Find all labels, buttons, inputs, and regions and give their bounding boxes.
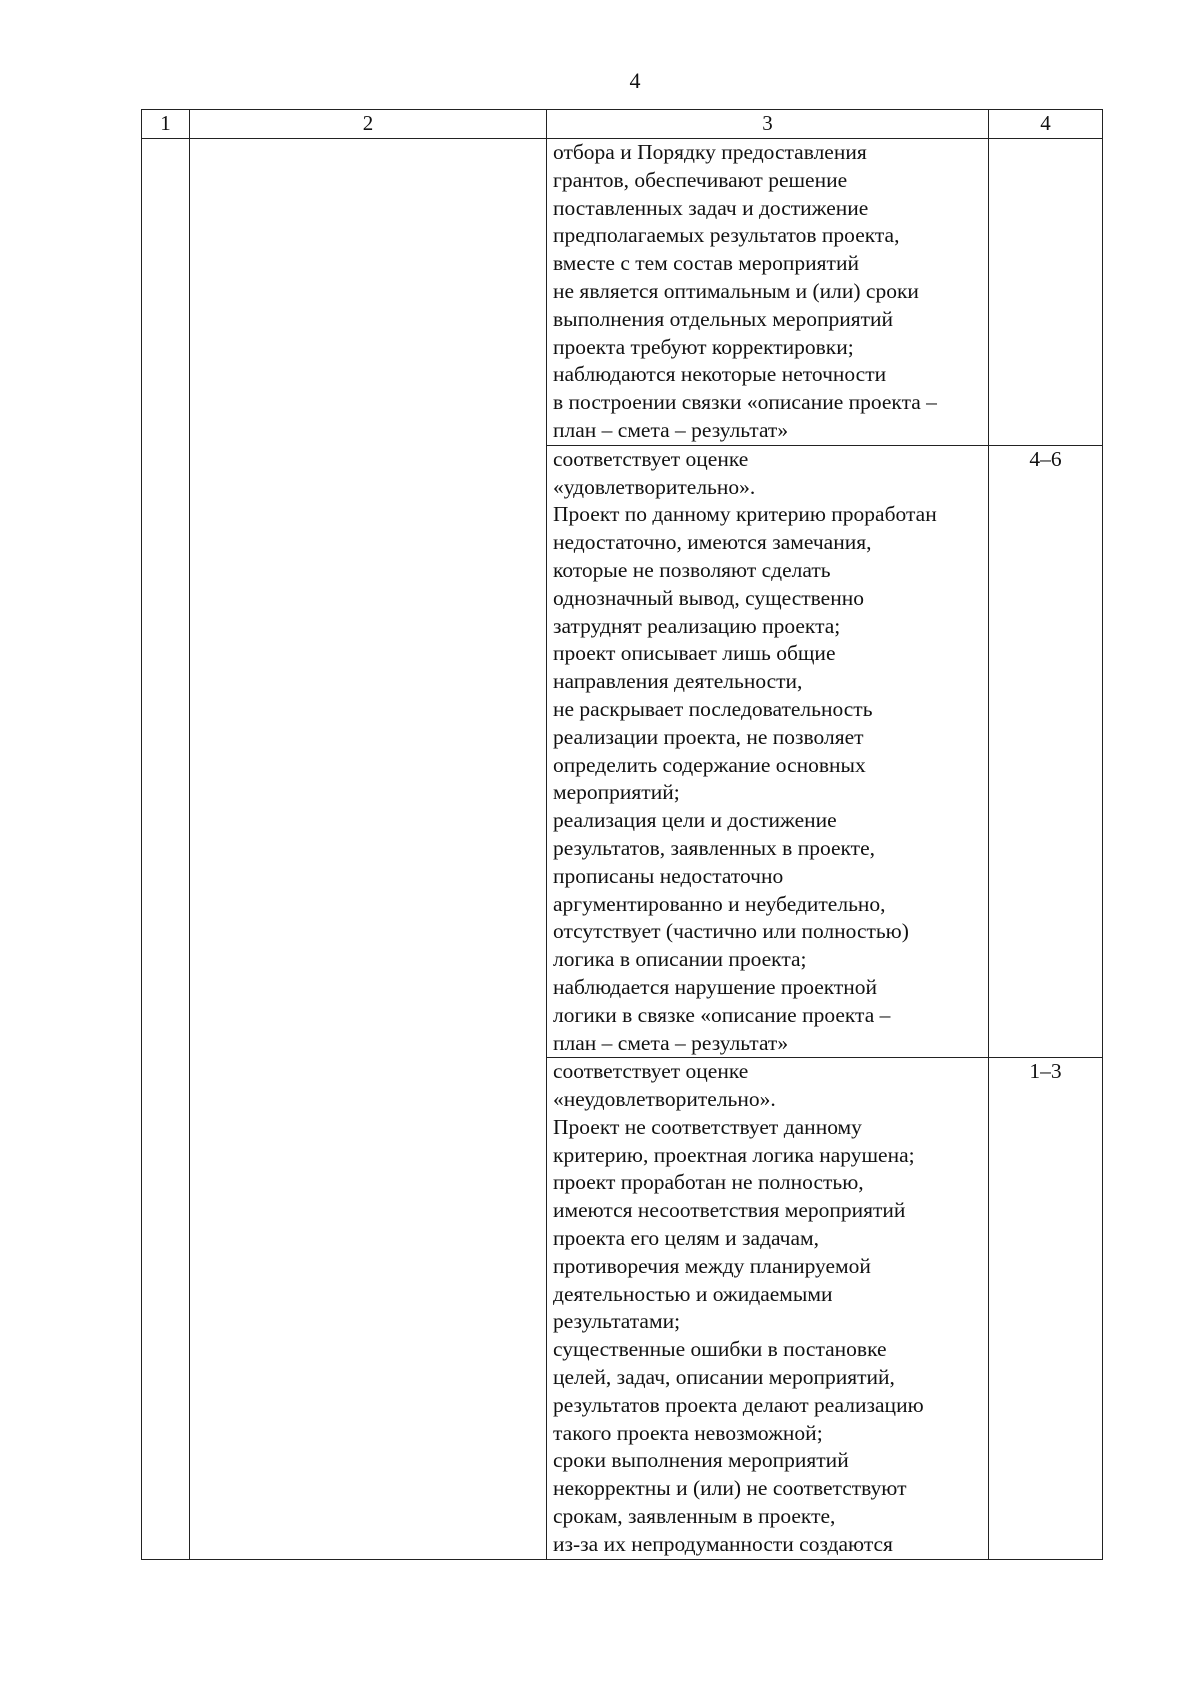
- criterion-cell: [190, 139, 547, 446]
- criterion-cell: [190, 1058, 547, 1559]
- row-number-cell: [142, 139, 190, 446]
- score-text: 4–6: [1029, 446, 1062, 471]
- column-header-2: 2: [190, 110, 547, 139]
- row-number-cell: [142, 445, 190, 1058]
- table-row: [142, 139, 1103, 446]
- page-number: 4: [629, 68, 641, 93]
- column-header-4: 4: [989, 110, 1103, 139]
- table-header-row: [142, 110, 1103, 139]
- criterion-cell: [190, 445, 547, 1058]
- row-number-cell: [142, 1058, 190, 1559]
- score-cell: [989, 1058, 1103, 1559]
- table-row: [142, 445, 1103, 1058]
- column-header-3: 3: [547, 110, 989, 139]
- criteria-table: [141, 109, 1103, 1560]
- description-cell: [547, 139, 989, 446]
- score-cell: [989, 445, 1103, 1058]
- description-cell: [547, 445, 989, 1058]
- column-header-1: 1: [142, 110, 190, 139]
- table-row: [142, 1058, 1103, 1559]
- description-text: соответствует оценке «неудовлетворительно». Проект не соответствует данному критерию, проектная логика нарушена; проект проработан не полностью, имеются несоответствия мероприятий проекта его целям и задачам, противоречия между планируемой деятельностью и ожидаемыми результатами; существенные ошибки в постановке целей, задач, описании мероприятий, результатов проекта делают реализацию такого проекта невозможной; сроки выполнения мероприятий некорректны и (или) не соответствуют срокам, заявленным в проекте, из-за их непродуманности создаются: [553, 1059, 924, 1556]
- description-text: отбора и Порядку предоставления грантов, обеспечивают решение поставленных задач и достижение предполагаемых результатов проекта, вместе с тем состав мероприятий не является оптимальным и (или) сроки выполнения отдельных мероприятий проекта требуют корректировки; наблюдаются некоторые неточности в построении связки «описание проекта – план – смета – результат»: [553, 140, 937, 442]
- description-cell: [547, 1058, 989, 1559]
- description-text: соответствует оценке «удовлетворительно». Проект по данному критерию проработан недостаточно, имеются замечания, которые не позволяют сделать однозначный вывод, существенно затруднят реализацию проекта; проект описывает лишь общие направления деятельности, не раскрывает последовательность реализации проекта, не позволяет определить содержание основных мероприятий; реализация цели и достижение результатов, заявленных в проекте, прописаны недостаточно аргументированно и неубедительно, отсутствует (частично или полностью) логика в описании проекта; наблюдается нарушение проектной логики в связке «описание проекта – план – смета – результат»: [553, 446, 937, 1055]
- score-cell: [989, 139, 1103, 446]
- score-text: 1–3: [1029, 1059, 1062, 1084]
